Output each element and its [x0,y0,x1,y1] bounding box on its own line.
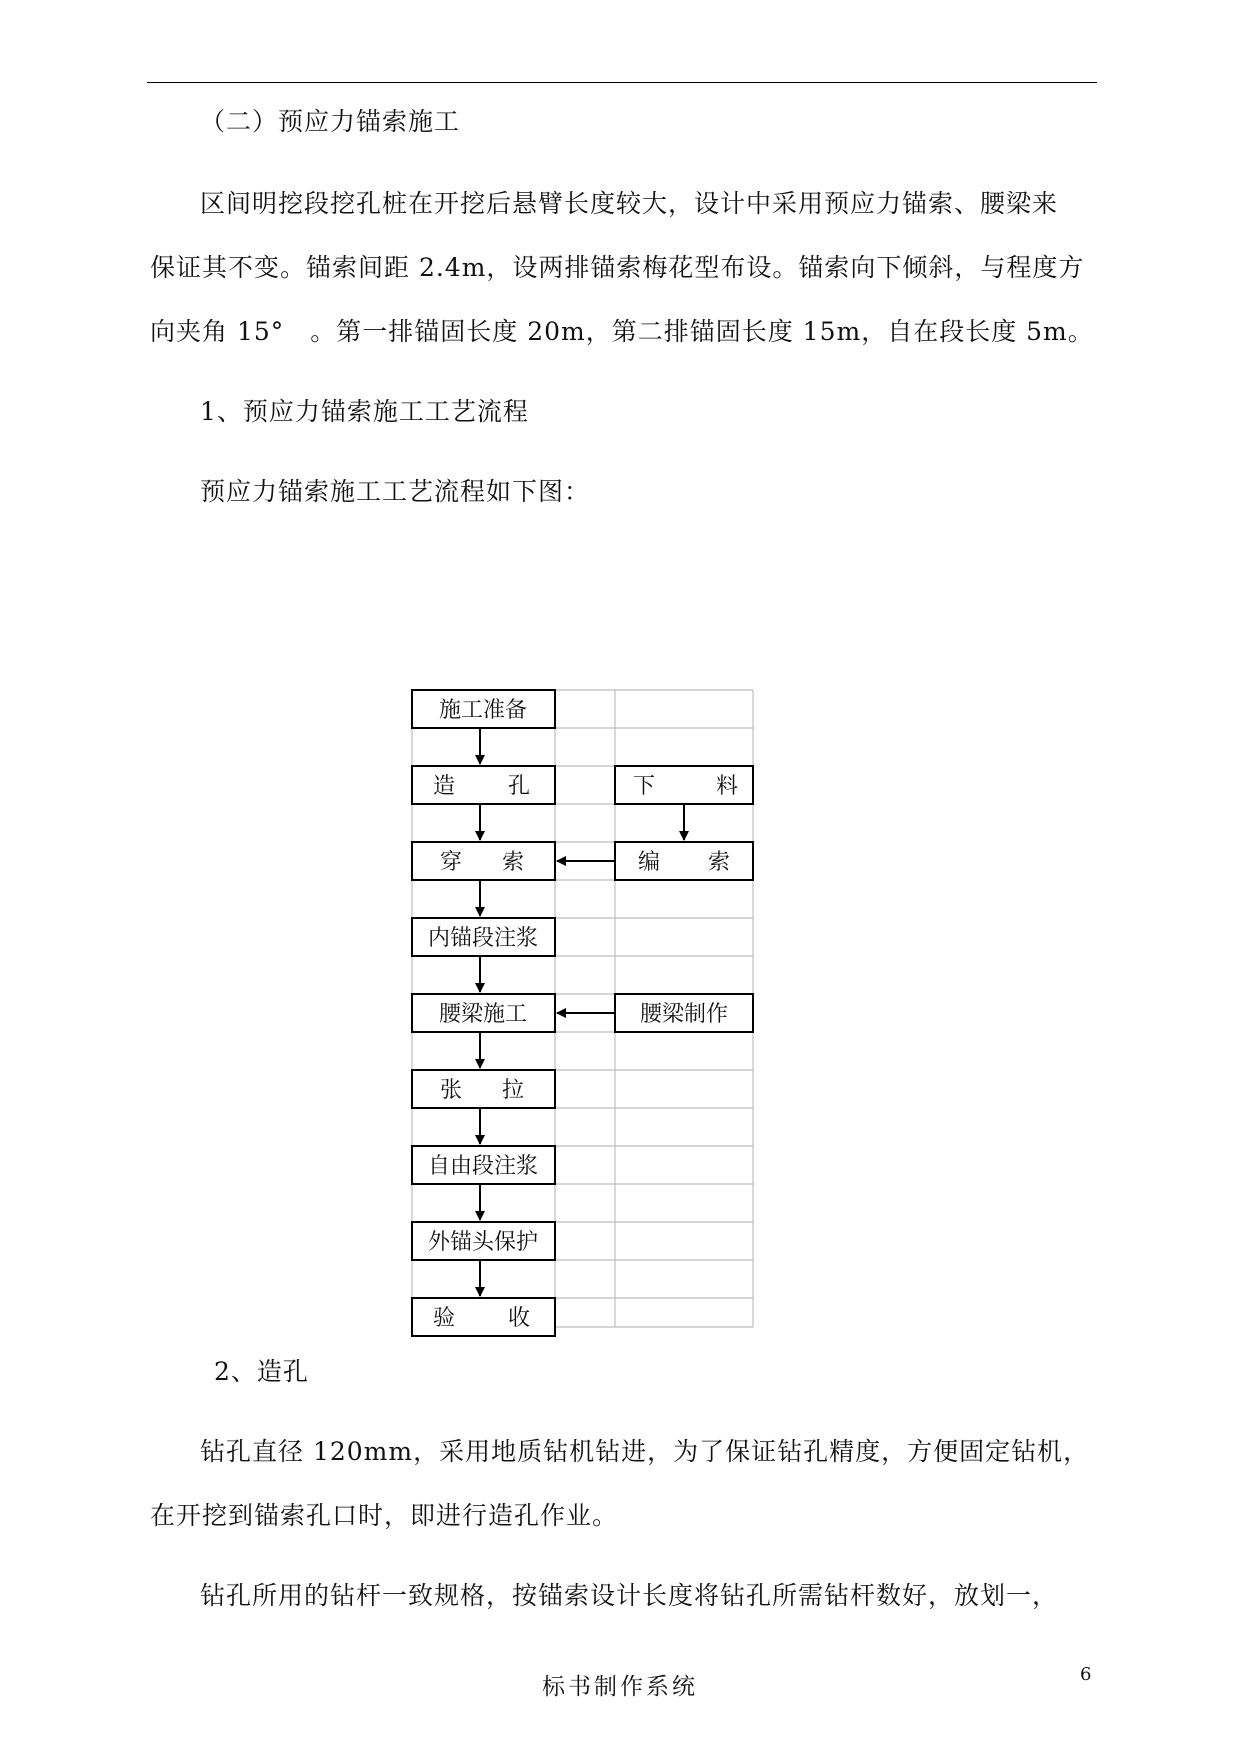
intro-line-2: 保证其不变。锚索间距 2.4m，设两排锚索梅花型布设。锚索向下倾斜，与程度方 [150,253,1085,282]
footer-label: 标书制作系统 [542,1674,698,1700]
step-label-free-grout: 自由段注浆 [427,1154,539,1179]
step-label-tension-a: 张 [440,1078,463,1103]
side-box-braid-cable [615,842,753,880]
intro-line-1: 区间明挖段挖孔桩在开挖后悬臂长度较大，设计中采用预应力锚索、腰梁来 [200,189,1059,218]
step-label-drill-a: 造 [433,774,456,799]
sub-heading-process: 1、预应力锚索施工工艺流程 [200,397,529,426]
drill-line-2: 在开挖到锚索孔口时，即进行造孔作业。 [150,1501,619,1530]
drill-rod-line: 钻孔所用的钻杆一致规格，按锚索设计长度将钻孔所需钻杆数好，放划一， [200,1581,1059,1610]
flow-intro: 预应力锚索施工工艺流程如下图： [200,477,591,506]
step-label-tension-b: 拉 [502,1078,525,1103]
drill-line-1: 钻孔直径 120mm，采用地质钻机钻进，为了保证钻孔精度，方便固定钻机， [200,1437,1090,1466]
side-label-braid-b: 索 [708,850,731,875]
step-box-tension [412,1070,555,1108]
step-label-accept-b: 收 [508,1306,531,1331]
side-label-braid-a: 编 [638,850,661,875]
intro-line-3: 向夹角 15° 。第一排锚固长度 20m，第二排锚固长度 15m，自在段长度 5m。 [150,317,1094,346]
step-box-thread-cable [412,842,555,880]
page-number: 6 [1080,1664,1092,1685]
side-label-waling-fab: 腰梁制作 [639,1002,729,1027]
sub-heading-drilling: 2、造孔 [214,1357,309,1386]
step-label-head-protect: 外锚头保护 [427,1230,539,1255]
step-label-inner-grout: 内锚段注浆 [427,926,539,951]
step-label-prepare: 施工准备 [438,698,528,723]
step-label-thread-a: 穿 [440,850,463,875]
step-label-accept-a: 验 [433,1306,456,1331]
side-label-cut-a: 下 [633,774,656,799]
side-label-cut-b: 料 [716,774,739,799]
step-label-thread-b: 索 [502,850,525,875]
step-label-drill-b: 孔 [508,774,531,799]
step-label-waling: 腰梁施工 [438,1002,528,1027]
section-heading: （二）预应力锚索施工 [200,107,461,136]
